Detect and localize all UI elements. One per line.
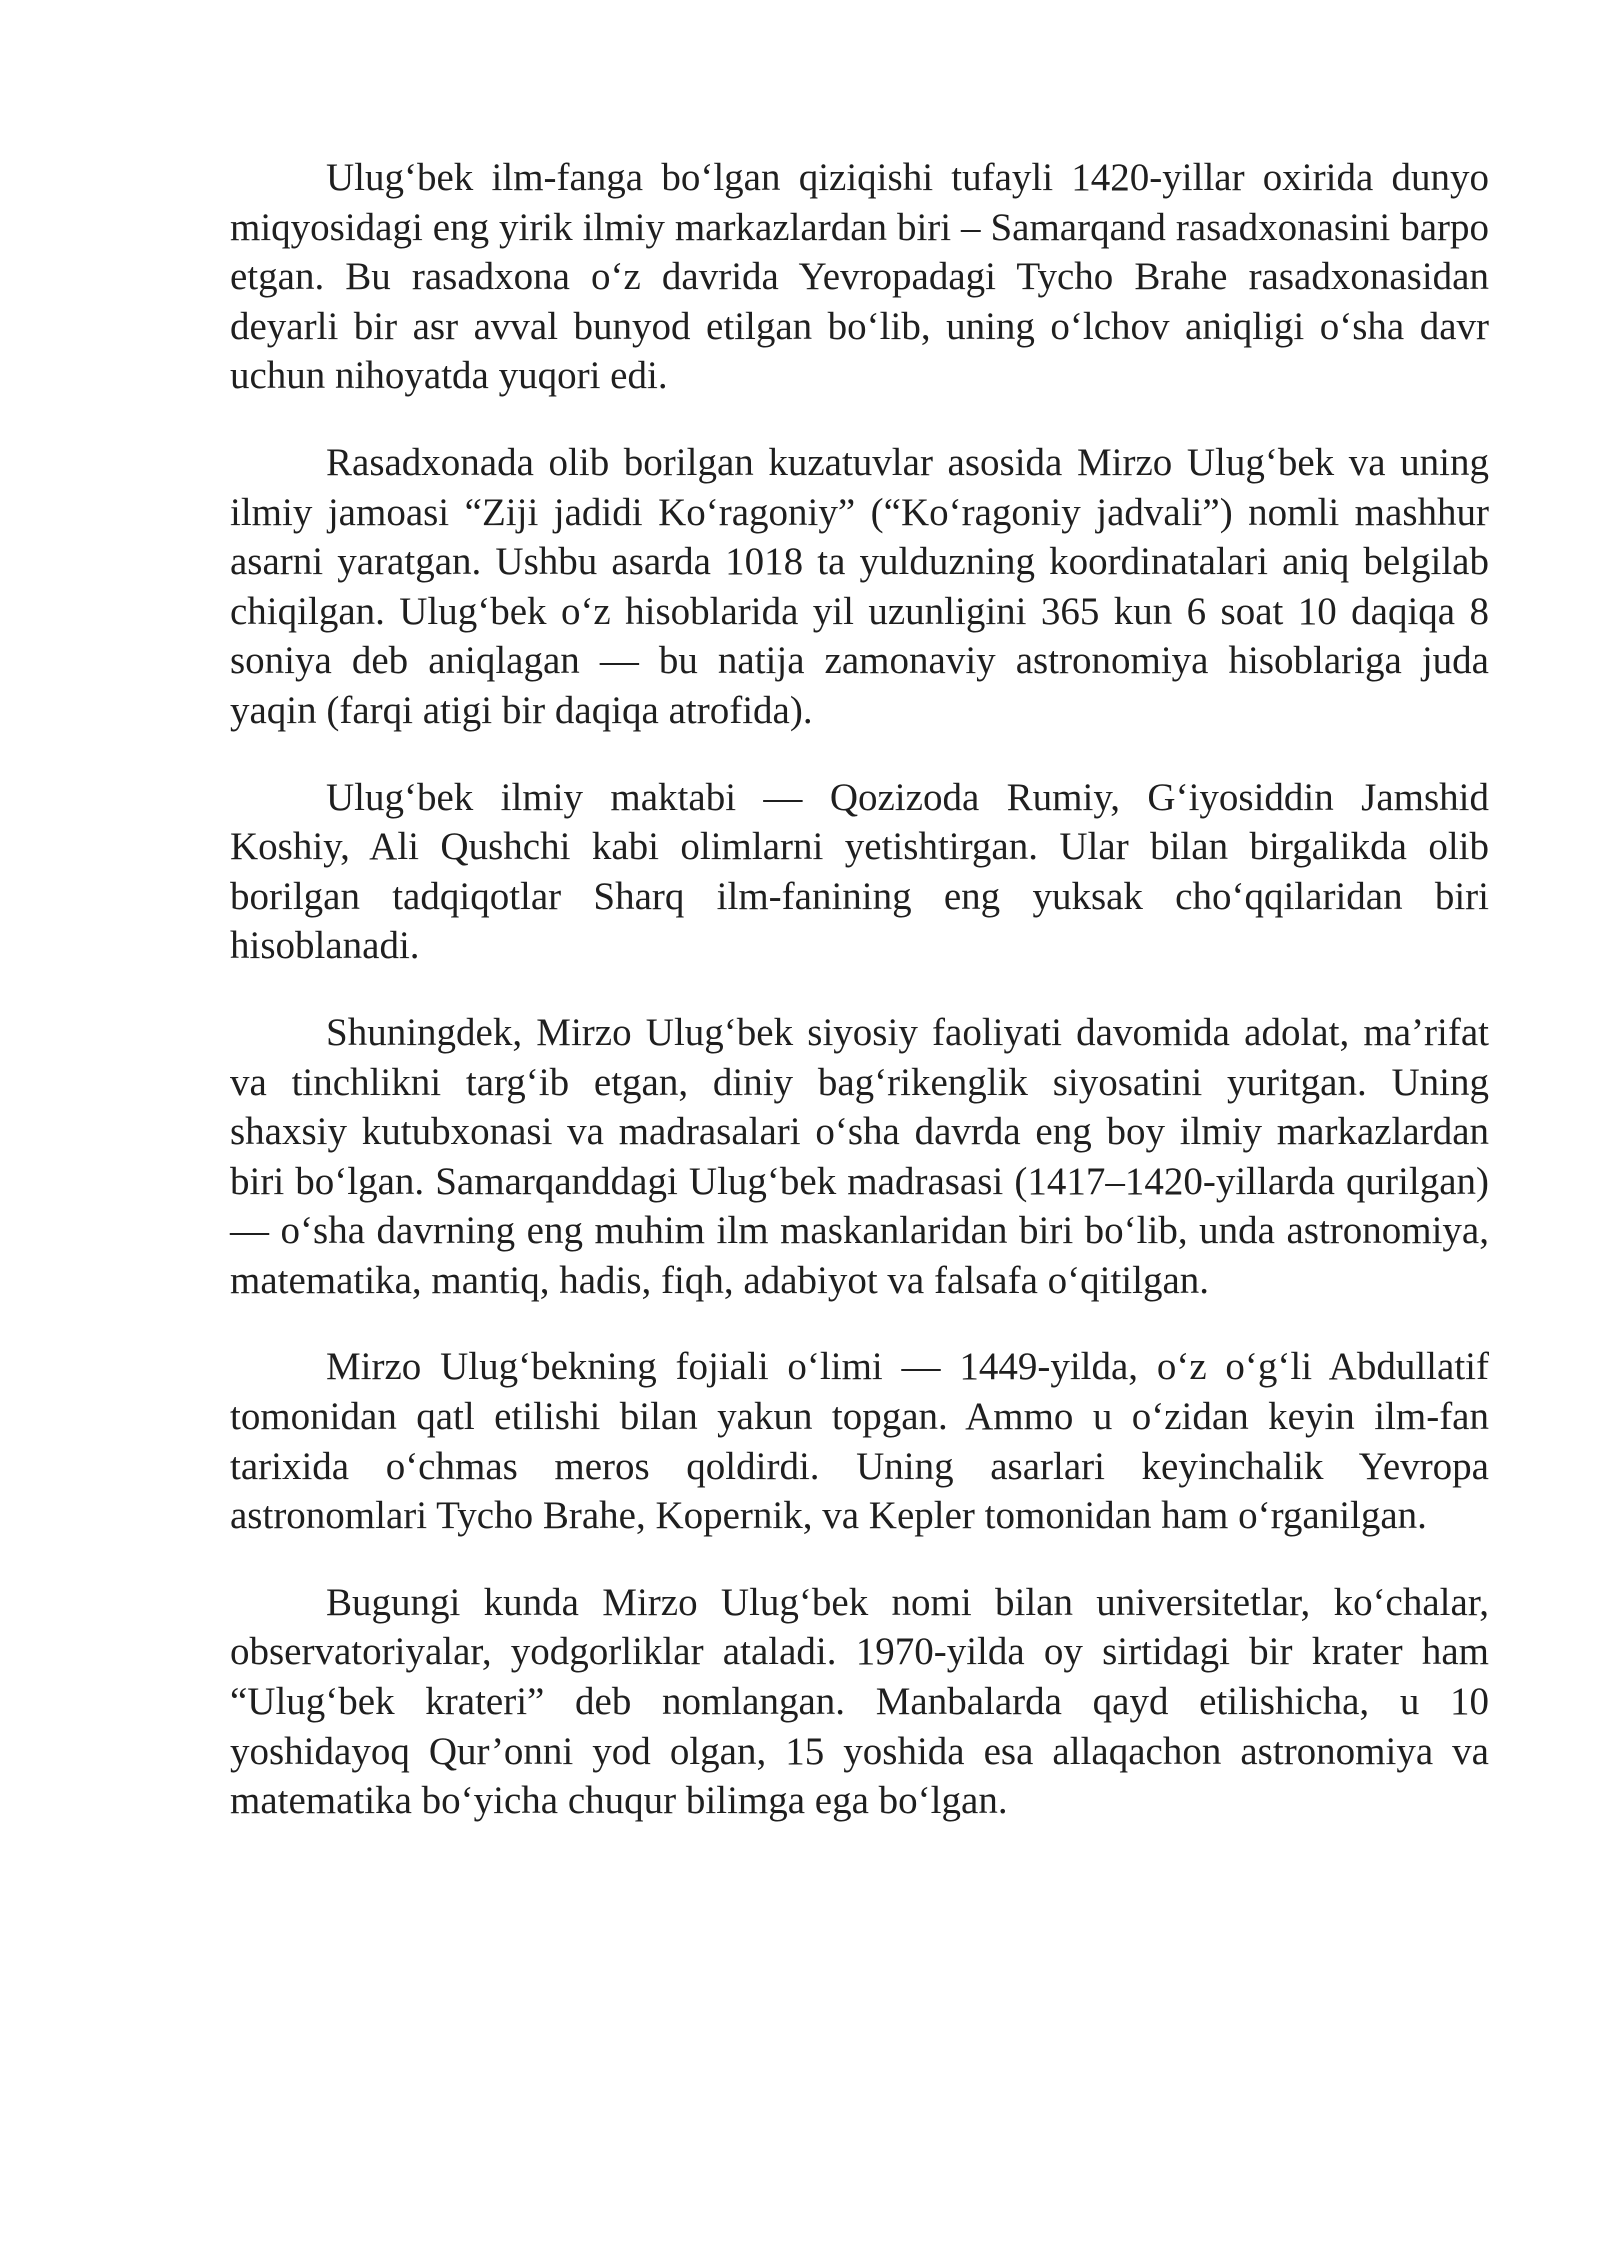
paragraph-today: Bugungi kunda Mirzo Ulug‘bek nomi bilan universitetlar, ko‘chalar, observatoriyalar, yodgorliklar ataladi. 1970-yilda oy sirtidagi bir krater ham “Ulug‘bek krateri” deb nomlangan. Manbalarda qayd etilishicha, u 10 yoshidayoq Qur’onni yod olgan, 15 yoshida esa allaqachon astronomiya va matematika bo‘yicha chuqur bilimga ega bo‘lgan. [230,1580,1489,1823]
paragraph-death-legacy: Mirzo Ulug‘bekning fojiali o‘limi — 1449-yilda, o‘z o‘g‘li Abdullatif tomonidan qatl etilishi bilan yakun topgan. Ammo u o‘zidan keyin ilm-fan tarixida o‘chmas meros qoldirdi. Uning asarlari keyinchalik Yevropa astronomlari Tycho Brahe, Kopernik, va Kepler tomonidan ham o‘rganilgan. [230,1345,1489,1538]
paragraph-politics-madrasa: Shuningdek, Mirzo Ulug‘bek siyosiy faoliyati davomida adolat, ma’rifat va tinchlikni targ‘ib etgan, diniy bag‘rikenglik siyosatini yuritgan. Uning shaxsiy kutubxonasi va madrasalari o‘sha davrda eng boy ilmiy markazlardan biri bo‘lgan. Samarqanddagi Ulug‘bek madrasasi (1417–1420-yillarda qurilgan) — o‘sha davrning eng muhim ilm maskanlaridan biri bo‘lib, unda astronomiya, matematika, mantiq, hadis, fiqh, adabiyot va falsafa o‘qitilgan. [230,1010,1489,1302]
document-body [230,153,1489,1863]
paragraph-observatory: Ulug‘bek ilm-fanga bo‘lgan qiziqishi tufayli 1420-yillar oxirida dunyo miqyosidagi eng yirik ilmiy markazlardan biri – Samarqand rasadxonasini barpo etgan. Bu rasadxona o‘z davrida Yevropadagi Tycho Brahe rasadxonasidan deyarli bir asr avval bunyod etilgan bo‘lib, uning o‘lchov aniqligi o‘sha davr uchun nihoyatda yuqori edi. [230,156,1489,398]
paragraph-scientific-school: Ulug‘bek ilmiy maktabi — Qozizoda Rumiy, G‘iyosiddin Jamshid Koshiy, Ali Qushchi kabi olimlarni yetishtirgan. Ular bilan birgalikda olib borilgan tadqiqotlar Sharq ilm-fanining eng yuksak cho‘qqilaridan biri hisoblanadi. [230,775,1489,968]
paragraph-zij: Rasadxonada olib borilgan kuzatuvlar asosida Mirzo Ulug‘bek va uning ilmiy jamoasi “Ziji jadidi Ko‘ragoniy” (“Ko‘ragoniy jadvali”) nomli mashhur asarni yaratgan. Ushbu asarda 1018 ta yulduzning koordinatalari aniq belgilab chiqilgan. Ulug‘bek o‘z hisoblarida yil uzunligini 365 kun 6 soat 10 daqiqa 8 soniya deb aniqlagan — bu natija zamonaviy astronomiya hisoblariga juda yaqin (farqi atigi bir daqiqa atrofida). [230,440,1489,732]
